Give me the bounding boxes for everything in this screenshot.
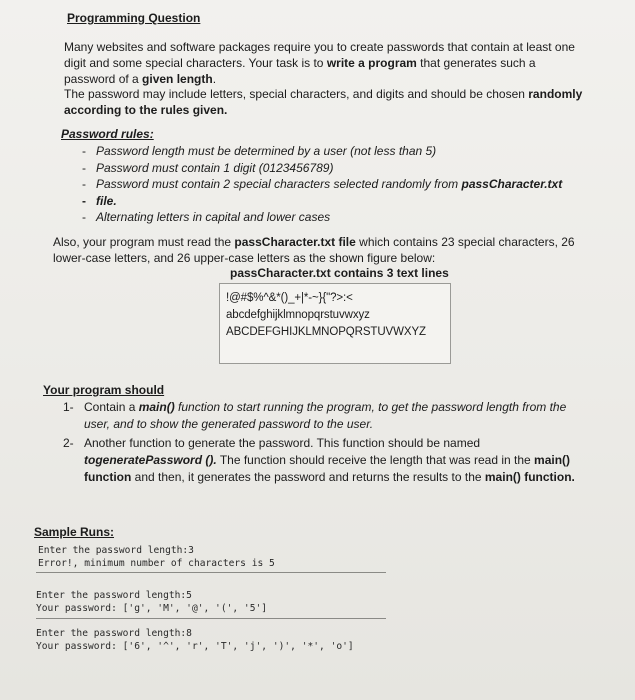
sample-run-2-prompt: Enter the password length:5 [36, 590, 192, 601]
intro-bold: write a program [326, 55, 417, 70]
step-bold: main() function. [484, 470, 575, 484]
rule-file-name: passCharacter.txt [461, 177, 563, 191]
step-bold: main() function [84, 453, 571, 484]
intro-text: . [212, 71, 217, 86]
intro-paragraph [64, 40, 584, 119]
sample-run-3-output: Your password: ['6', '^', 'r', 'T', 'j', ')', '*', 'o'] [36, 641, 354, 652]
intro-text: The password may include letters, special characters, and digits and should be chosen [64, 87, 529, 102]
divider [36, 572, 386, 573]
step-bold: togeneratePassword (). [84, 453, 217, 467]
step-text: and then, it generates the password and returns the results to the [131, 470, 485, 484]
rule-text: Password must contain 2 special characters selected randomly from [96, 177, 462, 191]
sample-runs-heading: Sample Runs: [34, 525, 115, 539]
file-contents-box [219, 283, 451, 364]
rule-item: - Password must contain 1 digit (0123456789) [82, 160, 582, 177]
sample-run-1-output: Error!, minimum number of characters is 5 [38, 558, 275, 569]
file-line-uppercase: ABCDEFGHIJKLMNOPQRSTUVWXYZ [226, 326, 426, 338]
figure-caption: passCharacter.txt contains 3 text lines [230, 266, 449, 280]
program-should-heading: Your program should [43, 383, 165, 397]
intro-bold: randomly according to the rules given. [64, 87, 583, 118]
step-text: function to start running the program, to get the password length from the user, and to show the generated password to the user. [84, 400, 567, 431]
sample-run-1-prompt: Enter the password length:3 [38, 545, 194, 556]
file-line-special: !@#$%^&*()_+|*-~}{"?>:< [226, 292, 353, 304]
step-bold: main() [138, 400, 175, 414]
sample-run-2-output: Your password: ['g', 'M', '@', '(', '5'] [36, 603, 268, 614]
rule-file-suffix: file. [96, 193, 117, 208]
also-text: which contains 23 special characters, 26 lower-case letters, and 26 upper-case letters as the shown figure below: [53, 235, 575, 265]
step-number: 2- [63, 436, 74, 450]
step-text: Another function to generate the password. This function should be named [84, 436, 481, 450]
step-text: The function should receive the length that was read in the [216, 453, 535, 467]
sample-run-3-prompt: Enter the password length:8 [36, 628, 192, 639]
program-steps-list [63, 399, 593, 486]
rule-item: - Alternating letters in capital and lower cases [82, 209, 582, 226]
step-text: Contain a [84, 400, 139, 414]
divider [36, 618, 386, 619]
also-text: Also, your program must read the [53, 235, 235, 249]
rule-item [82, 176, 582, 193]
rule-item-continuation [82, 193, 582, 210]
also-paragraph [53, 235, 593, 267]
page-title: Programming Question [67, 11, 201, 25]
step-number: 1- [63, 400, 74, 414]
step-item [63, 399, 593, 433]
file-line-lowercase: abcdefghijklmnopqrstuvwxyz [226, 309, 370, 321]
also-bold: passCharacter.txt file [234, 235, 356, 249]
intro-bold: given length [142, 71, 213, 86]
intro-text: Many websites and software packages require you to create passwords that contain at least one digit and some special characters. Your task is to [64, 40, 575, 70]
password-rules-list [82, 143, 582, 226]
intro-text: that generates such a password of a [64, 55, 536, 86]
step-item [63, 435, 593, 486]
password-rules-heading: Password rules: [61, 127, 154, 141]
rule-item: - Password length must be determined by a user (not less than 5) [82, 143, 582, 160]
